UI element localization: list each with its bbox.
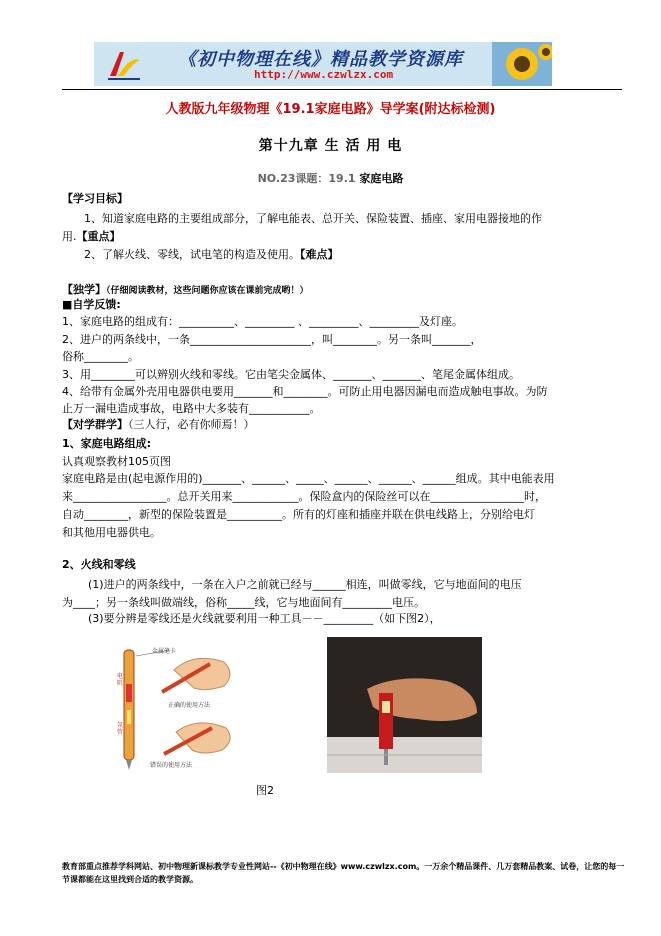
label-wrong-use: 错误的使用方法 <box>150 762 193 769</box>
question-4: 4、给带有金属外壳用电器供电要用_______和________。可防止用电器因漏电而造成触电事故。为防 <box>62 385 548 398</box>
sunflower-image <box>492 42 552 86</box>
section-2-line-3: (3)要分辨是零线还是火线就要利用一种工具－－_________（如下图2）， <box>88 612 441 625</box>
goal-1: 1、知道家庭电路的主要组成部分，了解电能表、总开关、保险装置、插座、家用电器接地的作 <box>84 212 542 225</box>
label-correct-use: 正确的使用方法 <box>168 702 211 709</box>
goal-2 <box>84 248 339 262</box>
section-1-line-5: 和其他用电器供电。 <box>62 526 161 539</box>
section-1-line-4: 自动________，新型的保险装置是__________。所有的灯座和插座并联在供电线路上，分别给电灯 <box>62 508 535 521</box>
section-2-line-2: 为____；另一条线叫做端线，俗称_____线，它与地面间有_________电压。 <box>62 596 425 609</box>
self-study-heading <box>62 283 309 298</box>
section-1-line-3: 来_________________。总开关用来____________。保险盒内的保险丝可以在_________________时， <box>62 490 546 503</box>
header-banner <box>94 42 552 86</box>
header-rule <box>62 89 622 90</box>
label-neon-tube: 氖管 <box>117 722 124 736</box>
section-2-title: 2、火线和零线 <box>62 558 136 571</box>
group-study-heading <box>62 418 255 432</box>
goal-1-tail: 用. <box>62 230 77 243</box>
page-footer: 教育部重点推荐学科网站、初中物理新课标教学专业性网站--《初中物理在线》www.czwlzx.com。一万余个精品课件、几万套精品教案、试卷，让您的每一节课都能在这里找到合适的教学资源。 <box>62 862 625 884</box>
label-resistor: 电阻 <box>117 673 124 687</box>
section-1-title: 1、家庭电路组成: <box>62 437 152 450</box>
self-study-note: （仔细阅读教材，这些问题你应该在课前完成哟！） <box>106 286 309 296</box>
document-title: 人教版九年级物理《19.1家庭电路》导学案(附达标检测) <box>165 102 496 117</box>
banner-url: http://www.czwlzx.com <box>254 68 394 81</box>
figure-caption: 图2 <box>256 784 274 797</box>
banner-title: 《初中物理在线》精品教学资源库 <box>178 49 463 70</box>
site-logo-icon <box>104 46 144 82</box>
goal-1-cont <box>62 230 121 244</box>
question-2: 2、进户的两条线中，一条______________________，叫________。另一条叫_______， <box>62 333 482 346</box>
lesson-name: 家庭电路 <box>359 172 404 185</box>
test-pen-photo <box>327 637 482 773</box>
feedback-heading: ■自学反馈: <box>62 298 121 311</box>
section-2-line-1: (1)进户的两条线中，一条在入户之前就已经与______相连，叫做零线，它与地面间的电压 <box>88 578 522 591</box>
chapter-heading: 第十九章 生 活 用 电 <box>258 138 403 154</box>
group-study-label: 【对学群学】 <box>62 418 128 431</box>
goals-heading: 【学习目标】 <box>62 192 128 205</box>
key-point-mark: 【重点】 <box>76 230 121 243</box>
question-3: 3、用________可以辨别火线和零线。它由笔尖金属体、_______、_______、笔尾金属体组成。 <box>62 368 520 381</box>
question-2-cont: 俗称________。 <box>62 350 139 363</box>
self-study-label: 【独学】 <box>62 283 106 296</box>
lesson-number: NO.23课题：19.1 <box>257 172 356 185</box>
lesson-heading <box>0 170 661 186</box>
difficult-point-mark: 【难点】 <box>300 248 339 261</box>
label-metal-tip: 金属笔卡 <box>152 648 177 655</box>
goal-2-text: 2、了解火线、零线，试电笔的构造及使用。 <box>84 248 300 261</box>
group-study-note: （三人行，必有你师焉！） <box>128 418 255 431</box>
section-1-line-1: 认真观察教材105页图 <box>62 455 171 468</box>
question-4-cont: 止万一漏电造成事故，电路中大多装有___________。 <box>62 402 321 415</box>
question-1: 1、家庭电路的组成有：__________、_________ 、_________、_________及灯座。 <box>62 315 463 328</box>
section-1-line-2: 家庭电路是由(起电源作用的)_______、______、_____、______、______、______组成。其中电能表用 <box>62 472 555 485</box>
